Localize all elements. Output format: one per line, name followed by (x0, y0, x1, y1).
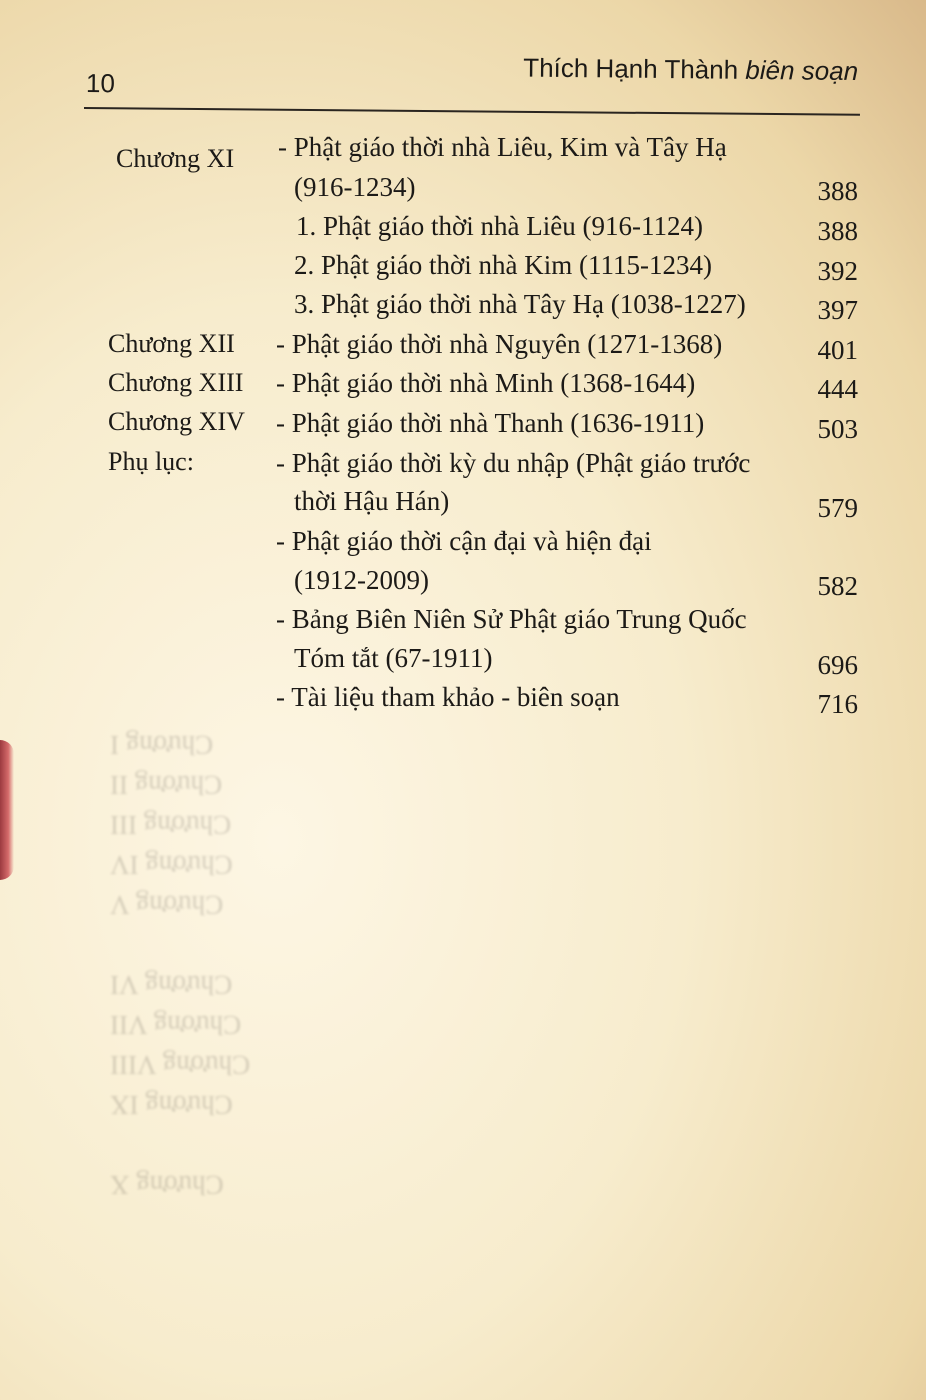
page-ref: 388 (817, 176, 858, 206)
appendix-title-cont: (1912-2009) (294, 565, 429, 595)
appendix-title: - Tài liệu tham khảo - biên soạn (276, 682, 620, 712)
appendix-title: - Phật giáo thời kỳ du nhập (Phật giáo trước (276, 448, 751, 478)
appendix-label: Phụ lục: (108, 447, 194, 476)
page-ref: 503 (817, 414, 858, 444)
ghost-line: Chương VII (110, 1010, 242, 1040)
page-ref: 444 (817, 374, 858, 404)
page-ref: 696 (817, 650, 858, 680)
section-title: 1. Phật giáo thời nhà Liêu (916-1124) (296, 211, 703, 241)
chapter-label: Chương XIII (108, 368, 244, 397)
chapter-label: Chương XIV (108, 407, 245, 436)
ghost-line: Chương V (110, 890, 224, 920)
author-role: biên soạn (745, 54, 859, 87)
chapter-title: - Phật giáo thời nhà Nguyên (1271-1368) (276, 329, 723, 359)
chapter-title: - Phật giáo thời nhà Liêu, Kim và Tây Hạ (278, 132, 727, 162)
appendix-title-cont: thời Hậu Hán) (294, 486, 450, 516)
page-number: 10 (85, 67, 116, 99)
chapter-title: - Phật giáo thời nhà Minh (1368-1644) (276, 368, 696, 398)
ghost-line: Chương II (110, 770, 223, 800)
chapter-label: Chương XI (116, 144, 235, 173)
page-ref: 392 (817, 256, 858, 286)
appendix-title: - Phật giáo thời cận đại và hiện đại (276, 526, 652, 556)
show-through-text (110, 640, 870, 1300)
chapter-label: Chương XII (108, 329, 235, 358)
page-ref: 401 (817, 335, 858, 365)
section-title: 3. Phật giáo thời nhà Tây Hạ (1038-1227) (294, 289, 746, 319)
ghost-line: Chương X (110, 1170, 224, 1200)
author-name: Thích Hạnh Thành (523, 52, 746, 85)
ghost-line: Chương IV (110, 850, 233, 880)
page-ref: 582 (817, 571, 858, 601)
ghost-line: Chương I (110, 730, 214, 760)
page-ref: 579 (817, 493, 858, 523)
page-ref: 716 (817, 689, 858, 719)
appendix-title: - Bảng Biên Niên Sử Phật giáo Trung Quốc (276, 604, 747, 634)
section-title: 2. Phật giáo thời nhà Kim (1115-1234) (294, 250, 712, 280)
page-ref: 397 (817, 295, 858, 325)
ghost-line: Chương IX (110, 1090, 233, 1120)
page-ref: 388 (817, 216, 858, 246)
ghost-line: Chương III (110, 810, 232, 840)
chapter-title: - Phật giáo thời nhà Thanh (1636-1911) (276, 408, 705, 438)
chapter-title-cont: (916-1234) (294, 172, 416, 202)
ghost-line: Chương VIII (110, 1050, 251, 1080)
appendix-title-cont: Tóm tắt (67-1911) (294, 643, 493, 673)
ghost-line: Chương VI (110, 970, 233, 1000)
